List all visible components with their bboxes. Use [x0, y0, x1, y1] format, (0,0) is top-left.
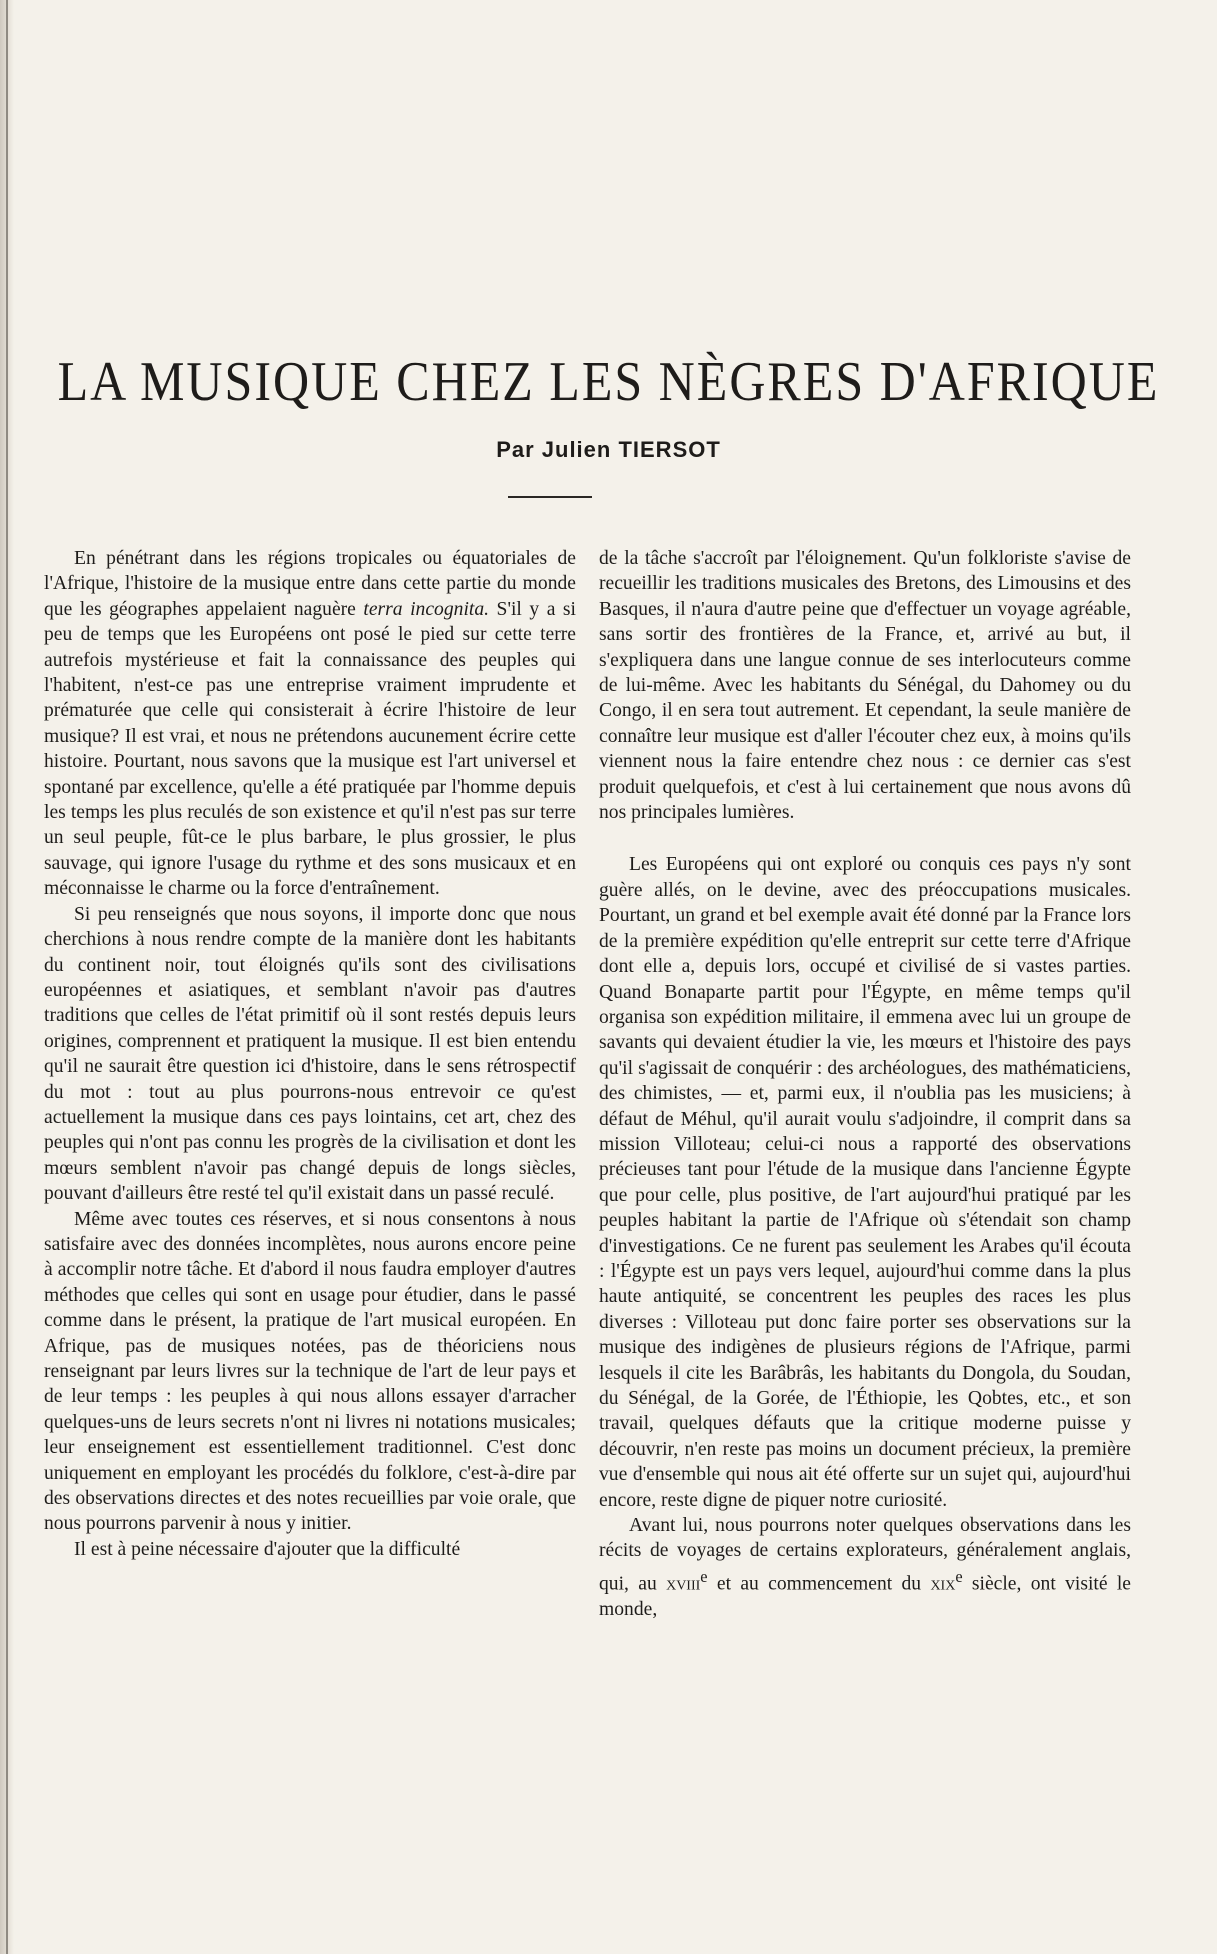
paragraph: de la tâche s'accroît par l'éloignement. Qu'un folkloriste s'avise de recueillir les traditions musicales des Bretons, des Limousins et des Basques, il n'aura d'autre peine que d'effectuer un voyage agréable, sans sortir des frontières de la France, et, arrivé au but, il s'expliquera dans une langue connue de ses interlocuteurs comme de lui-même. Avec les habitants du Sénégal, du Dahomey ou du Congo, il en sera tout autrement. Et cependant, la seule manière de connaître leur musique est d'aller l'écouter chez eux, à moins qu'ils viennent nous la faire entendre chez nous : ce dernier cas s'est produit quelquefois, et c'est à lui certainement que nous avons dû nos principales lumières.	[599, 548, 1131, 824]
paragraph: Même avec toutes ces réserves, et si nous consentons à nous satisfaire avec des données incomplètes, nous aurons encore peine à accomplir notre tâche. Et d'abord il nous faudra employer d'autres méthodes que celles qui sont en usage pour étudier, dans le passé comme dans le présent, la pratique de l'art musical européen. En Afrique, pas de musiques notées, pas de théoriciens nous renseignant par leurs livres sur la technique de l'art de leur pays et de leur temps : les peuples à qui nous allons essayer d'arracher quelques-uns de leurs secrets n'ont ni livres ni notations musicales; leur enseignement est essentiellement traditionnel. C'est donc uniquement en employant les procédés du folklore, c'est-à-dire par des observations directes et des notes recueillies par voie orale, que nous pourrons parvenir à nous y initier.	[44, 1208, 576, 1535]
paragraph: Il est à peine nécessaire d'ajouter que la difficulté	[74, 1538, 461, 1560]
left-column	[44, 546, 576, 1562]
century-numeral: xviii	[666, 1573, 701, 1595]
right-column	[599, 546, 1131, 1622]
binding-line	[6, 0, 8, 1954]
superscript: e	[955, 1566, 963, 1586]
article-byline: Par Julien TIERSOT	[496, 437, 721, 462]
title-divider	[508, 496, 592, 498]
article-title: LA MUSIQUE CHEZ LES NÈGRES D'AFRIQUE	[57, 349, 1160, 413]
paragraph: Si peu renseignés que nous soyons, il importe donc que nous cherchions à nous rendre compte de la manière dont les habitants du continent noir, tout éloignés qu'ils sont des civilisations européennes et asiatiques, et semblant n'avoir pas d'autres traditions que celles de l'état primitif où il sont restés depuis leurs origines, comprennent et pratiquent la musique. Il est bien entendu qu'il ne saurait être question ici d'histoire, dans le sens rétrospectif du mot : tout au plus pourrons-nous entrevoir ce qu'est actuellement la musique dans ces pays lointains, cet art, chez des peuples qui n'ont pas connu les progrès de la civilisation et dont les mœurs semblent n'avoir pas changé depuis de longs siècles, pouvant d'ailleurs être resté tel qu'il existait dans un passé reculé.	[44, 903, 576, 1205]
paragraph: Les Européens qui ont exploré ou conquis ces pays n'y sont guère allés, on le devine, avec des préoccupations musicales. Pourtant, un grand et bel exemple avait été donné par la France lors de la première expédition qu'elle entreprit sur cette terre d'Afrique dont elle a, depuis lors, occupé et civilisé de si vastes parties. Quand Bonaparte partit pour l'Égypte, en même temps qu'il organisa son expédition militaire, il emmena avec lui un groupe de savants qui devaient étudier la vie, les mœurs et l'histoire des pays qu'il s'agissait de conquérir : des archéologues, des mathématiciens, des chimistes, — et, parmi eux, il n'oublia pas les musiciens; à défaut de Méhul, qu'il aurait voulu s'adjoindre, il comprit dans sa mission Villoteau; celui-ci nous a rapporté des observations précieuses tant pour l'étude de la musique dans l'ancienne Égypte que pour celle, plus positive, de l'art aujourd'hui pratiqué par les peuples habitant la partie de l'Afrique où s'étendait son champ d'investigations. Ce ne furent pas seulement les Arabes qu'il écouta : l'Égypte est un pays vers lequel, aujourd'hui comme dans la plus haute antiquité, se concentrent les peuples des races les plus diverses : Villoteau put donc faire porter ses observations sur la musique des indigènes de plusieurs régions de l'Afrique, parmi lesquels il cite les Barâbrâs, les habitants du Dongola, du Soudan, du Sénégal, de la Gorée, de l'Éthiopie, les Qobtes, etc., et son travail, quelques défauts que la critique moderne puisse y découvrir, n'en reste pas moins un document précieux, la première vue d'ensemble qui nous ait été offerte sur un sujet qui, aujourd'hui encore, reste digne de piquer notre curiosité.	[599, 854, 1131, 1511]
emphasis-term: terra incognita.	[363, 598, 490, 620]
century-numeral: xix	[930, 1573, 956, 1595]
paragraph: Avant lui, nous pourrons noter quelques observations dans les récits de voyages de certains explorateurs, généralement anglais, qui, au xviii$^e$ et au commencement du xix$^e$ siècle, ont visité le monde,	[599, 1515, 1131, 1620]
paragraph: En pénétrant dans les régions tropicales ou équatoriales de l'Afrique, l'histoire de la musique entre dans cette partie du monde que les géographes appelaient naguère terra incognita. S'il y a si peu de temps que les Européens ont posé le pied sur cette terre autrefois mystérieuse et fait la connaissance des peuples qui l'habitent, n'est-ce pas une entreprise vraiment imprudente et prématurée que celle qui consisterait à écrire l'histoire de leur musique? Il est vrai, et nous ne prétendons aucunement écrire cette histoire. Pourtant, nous savons que la musique est l'art universel et spontané par excellence, qu'elle a été pratiquée par l'homme depuis les temps les plus reculés de son existence et qu'il n'est pas sur terre un seul peuple, fût-ce le plus barbare, le plus grossier, le plus sauvage, qui ignore l'usage du rythme et des sons musicaux et en méconnaisse le charme ou la force d'entraînement.	[44, 548, 576, 900]
superscript: e	[700, 1566, 708, 1586]
